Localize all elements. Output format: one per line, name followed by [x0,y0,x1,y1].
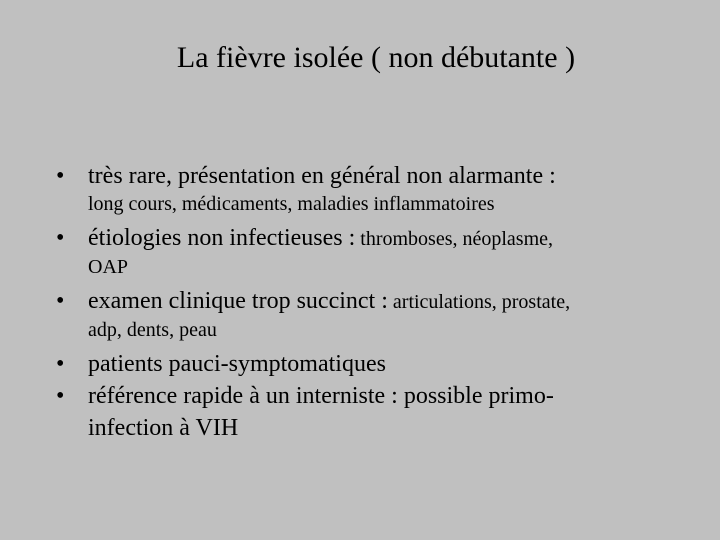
bullet-subtext: long cours, médicaments, maladies inflammatoires [88,193,495,215]
slide-title: La fièvre isolée ( non débutante ) [176,41,576,74]
bullet-item-1 [56,160,696,192]
bullet-item-4 [56,348,696,380]
bullet-text-line-1: référence rapide à un interniste : possible primo- [88,383,554,409]
bullet-icon: • [56,163,65,189]
bullet-subtext: OAP [88,256,129,278]
bullet-item-5 [56,380,696,444]
bullet-inline-detail: articulations, prostate, [387,291,571,313]
bullet-icon: • [56,351,65,377]
bullet-text-line-2: infection à VIH [88,415,239,441]
bullet-icon: • [56,225,65,251]
bullet-text: très rare, présentation en général non alarmante : [88,163,556,189]
bullet-text: patients pauci-symptomatiques [88,351,386,377]
bullet-text: étiologies non infectieuses : [88,225,356,251]
bullet-item-2 [56,222,696,255]
bullet-list [56,160,696,444]
bullet-inline-detail: thromboses, néoplasme, [355,228,554,250]
bullet-icon: • [56,383,65,409]
bullet-icon: • [56,288,65,314]
bullet-subtext: adp, dents, peau [88,319,217,341]
bullet-text: examen clinique trop succinct : [88,288,388,314]
bullet-item-3 [56,285,696,318]
